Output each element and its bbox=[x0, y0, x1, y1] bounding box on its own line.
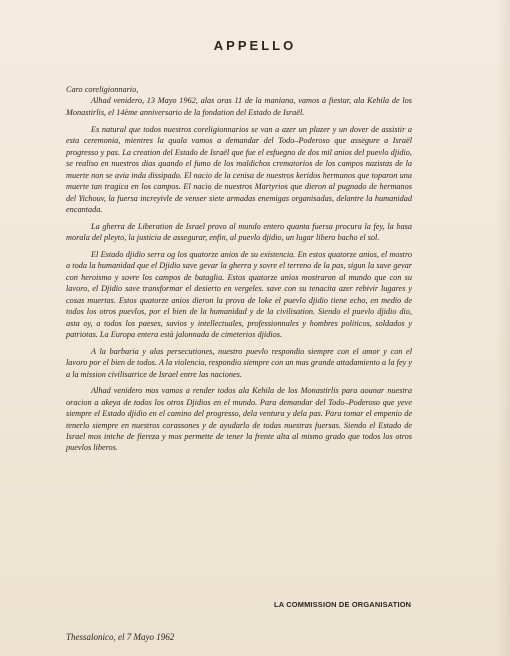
salutation: Caro coreligionnario, bbox=[66, 85, 139, 94]
paragraph-3: La gherra de Liberation de Israel provo al mundo entero quanta fuersa procura la fey, la basa morala del pleyto, la justicia de assegurar, enfin, al puevlo djidio, un lugar libero bacho el sol. bbox=[66, 221, 412, 243]
signature: LA COMMISSION DE ORGANISATION bbox=[274, 600, 412, 609]
document-title: APPELLO bbox=[213, 38, 297, 53]
paragraph-6: Alhad venidero mos vamos a render todos ala Kehila de los Monastirlis para aounar nuestra oracion a akeya de todos los otros Djidios en el mundo. Para demandar del Todo–Poderoso que yeve siempre el Estado djidio en el camino del progresso, dela ventura y dela pas. Para tomar el empenio de tenerlo siempre en nuestros corassones y de ayudarlo de todas nuestras fuersas. Siendo el Estado de Israel mos intche de fiereza y mos permette de tener la frente alta al mismo grado que todos los otros puevlos liberos. bbox=[66, 386, 412, 453]
paragraph-5: A la barbaria y alas persecutiones, nuestro puevlo respondio siempre con el amor y con el lavoro por el bien de todos. A la violencia, respondio siempre con un mas grande attadamiento a la fey y a la mission civilisatrice de Israel entre las naciones. bbox=[66, 346, 412, 379]
paragraph-2: Es natural que todos nuestros coreligionnarios se van a azer un plazer y un dover de assistir a esta ceremonia, mientres la quala vamos a demandar del Todo–Poderoso que assegure a Israël progresso y pas. La creation del Estado de Israël que fue el esfuegno de dos mil anios del puevlo djidio, se realiso en nuestros dias quando el fumo de los maldichos crematorios de los campos nazistas de la muerte non se avia inda dissipado. El nacio de la cenisa de nuestros keridos hermanos que toparon una muerte tan tragica en los campos. El nacio de nuestros Martyrios que dieron al pugnado de hermanos del Yichouv, la fuersa increyivle de venser siete armadas enemigas organisadas, delantre la humanidad encantada. bbox=[66, 124, 412, 215]
paragraph-1: Alhad venidero, 13 Mayo 1962, alas oras 11 de la maniana, vamos a fiestar, ala Kehila de los Monastirlis, el 14ème anniversario de la fondation del Estado de Israël. bbox=[66, 96, 412, 117]
document-body bbox=[66, 84, 412, 459]
place-date: Thessalonico, el 7 Mayo 1962 bbox=[66, 632, 175, 642]
paragraph-4: El Estado djidio serra og los quatorze anios de su existencia. En estos quatorze anios, el mostro a toda la humanidad que el Djidio save gevar la gherra y sovre el terreno de la pas, sigun la save gevar con heroismo y sovre los campos de bataglia. Estos quatorze anios mostraron al mundo que con su lavoro, el Djidio save transformar el desierto en vergeles. save con su tenacita azer rebivir lugares y cosas muertas. Estos quatorze anios dieron la prova de loke el puevlo djidio tiene echo, en medio de todos los otros puevlos, por el bien de la humanidad y de la civilisation. Siendo el puevlo djidio dio, asta oy, a todos los paeses, savios y intellectuales, professionnales y hombres politicos, soldados y patriotas. La Europa entera està jalonnada de cimeterios djidios. bbox=[66, 249, 412, 340]
